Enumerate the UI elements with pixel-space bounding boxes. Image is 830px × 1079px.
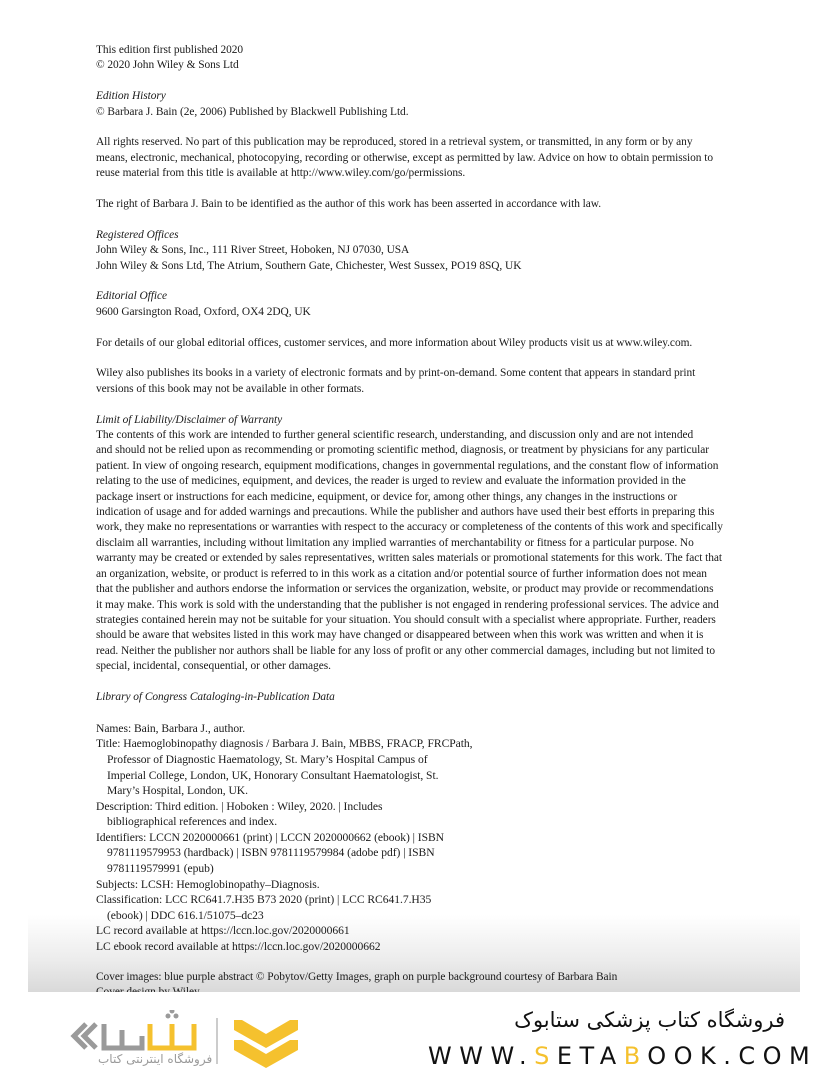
text-line: read. Neither the publisher nor authors shall be liable for any loss of profit or any other commercial damages, including but not limited to	[96, 644, 716, 657]
text-line: special, incidental, consequential, or other damages.	[96, 660, 331, 673]
registered-offices	[96, 228, 786, 274]
text-line: patient. In view of ongoing research, equipment modifications, changes in governmental regulations, and the constant flow of information	[96, 459, 719, 472]
text-line: The contents of this work are intended to further general scientific research, understanding, and discussion only and are not intended	[96, 429, 694, 442]
text-line: means, electronic, mechanical, photocopying, recording or otherwise, except as permitted by law. Advice on how to obtain permission to	[96, 151, 713, 164]
logo-tagline: فروشگاه اینترنتی کتاب	[98, 1052, 213, 1066]
shop-url[interactable]	[428, 1042, 817, 1070]
text-line: should be aware that websites listed in this work may have changed or disappeared between when this work was written and when it is	[96, 629, 704, 642]
text-line: it may make. This work is sold with the understanding that the publisher is not engaged in rendering professional services. The advice and	[96, 598, 719, 611]
text-line: indication of usage and for added warnings and precautions. While the publisher and authors have used their best efforts in preparing this	[96, 506, 715, 519]
section-heading: Limit of Liability/Disclaimer of Warranty	[96, 413, 283, 426]
cip-data	[96, 721, 786, 955]
moral-right	[96, 197, 786, 212]
url-part: ETA	[556, 1042, 624, 1070]
rights-reserved	[96, 135, 786, 181]
text-line: disclaim all warranties, including without limitation any implied warranties of merchantability or fitness for a particular purpose. No	[96, 536, 694, 549]
cip-line: Imperial College, London, UK, Honorary Consultant Haematologist, St.	[107, 768, 439, 782]
copyright-notice	[96, 43, 786, 74]
section-heading: Editorial Office	[96, 290, 168, 303]
text-line: that the publisher and authors endorse the information or services the organization, website, or product may provide or recommendations	[96, 583, 714, 596]
document-page	[28, 0, 800, 992]
text-line: strategies contained herein may not be suitable for your situation. You should consult with a specialist where appropriate. Further, readers	[96, 613, 716, 626]
section-heading: Library of Congress Cataloging-in-Publication Data	[96, 690, 335, 703]
cip-line: Subjects: LCSH: Hemoglobinopathy–Diagnosis.	[96, 877, 320, 891]
cip-line: 9781119579991 (epub)	[107, 862, 214, 876]
formats-notice	[96, 366, 786, 397]
url-part-accent: B	[623, 1042, 648, 1070]
cip-line: Classification: LCC RC641.7.H35 B73 2020 (print) | LCC RC641.7.H35	[96, 893, 432, 907]
global-offices	[96, 336, 786, 351]
text-line: Wiley also publishes its books in a variety of electronic formats and by print-on-demand. Some content that appears in standard print	[96, 367, 696, 380]
text-line: and should not be relied upon as recommending or promoting scientific method, diagnosis, or treatment by physicians for any particular	[96, 444, 709, 457]
text-line: 9600 Garsington Road, Oxford, OX4 2DQ, UK	[96, 305, 311, 318]
text-line: All rights reserved. No part of this publication may be reproduced, stored in a retrieval system, or transmitted, in any form or by any	[96, 136, 693, 149]
disclaimer	[96, 413, 786, 675]
text-line: package insert or instructions for each medicine, equipment, or device for, among other things, any changes in the instructions or	[96, 490, 678, 503]
cip-line: Names: Bain, Barbara J., author.	[96, 721, 246, 735]
text-line: an organization, website, or product is referred to in this work as a citation and/or potential source of further information does not mean	[96, 567, 707, 580]
cip-line: Professor of Diagnostic Haematology, St. Mary’s Hospital Campus of	[107, 752, 428, 766]
cip-line: Identifiers: LCCN 2020000661 (print) | LCCN 2020000662 (ebook) | ISBN	[96, 830, 445, 844]
text-line: relating to the use of medicines, equipment, and devices, the reader is urged to review and evaluate the information provided in the	[96, 475, 686, 488]
text-line: warranty may be created or extended by sales representatives, written sales materials or promotional statements for this work. The fact that	[96, 552, 723, 565]
shop-name-persian: فروشگاه کتاب پزشکی ستابوک	[514, 1008, 785, 1032]
cip-line: (ebook) | DDC 616.1/51075–dc23	[107, 908, 264, 922]
url-part: WWW.	[428, 1042, 535, 1070]
section-heading: Edition History	[96, 90, 166, 103]
url-part: OOK.COM	[647, 1042, 818, 1070]
copyright-page-content	[96, 43, 786, 1047]
text-line: For details of our global editorial offices, customer services, and more information about Wiley products visit us at www.wiley.com.	[96, 336, 693, 349]
text-line: reuse material from this title is available at http://www.wiley.com/go/permissions.	[96, 167, 466, 180]
cip-line: Title: Haemoglobinopathy diagnosis / Barbara J. Bain, MBBS, FRACP, FRCPath,	[96, 737, 473, 751]
cip-heading-block	[96, 690, 786, 705]
editorial-office	[96, 289, 786, 320]
cip-line: LC record available at https://lccn.loc.gov/2020000661	[96, 924, 350, 938]
setabook-logo[interactable]	[64, 1010, 334, 1070]
text-line: John Wiley & Sons Ltd, The Atrium, Southern Gate, Chichester, West Sussex, PO19 8SQ, UK	[96, 259, 522, 272]
text-line: © 2020 John Wiley & Sons Ltd	[96, 59, 239, 72]
edition-history	[96, 89, 786, 120]
url-part-accent: S	[534, 1042, 557, 1070]
text-line: This edition first published 2020	[96, 44, 244, 56]
cip-line: Description: Third edition. | Hoboken : Wiley, 2020. | Includes	[96, 799, 383, 813]
text-line: © Barbara J. Bain (2e, 2006) Published by Blackwell Publishing Ltd.	[96, 105, 409, 118]
text-line: Cover images: blue purple abstract © Pobytov/Getty Images, graph on purple background courtesy of Barbara Bain	[96, 971, 618, 984]
text-line: versions of this book may not be available in other formats.	[96, 382, 365, 395]
cip-line: 9781119579953 (hardback) | ISBN 9781119579984 (adobe pdf) | ISBN	[107, 846, 435, 860]
text-line: The right of Barbara J. Bain to be identified as the author of this work has been asserted in accordance with law.	[96, 198, 602, 211]
cip-line: LC ebook record available at https://lccn.loc.gov/2020000662	[96, 940, 381, 954]
cip-line: Mary’s Hospital, London, UK.	[107, 784, 248, 798]
text-line: work, they make no representations or warranties with respect to the accuracy or completeness of the contents of this work and specifically	[96, 521, 723, 534]
cip-line: bibliographical references and index.	[107, 815, 278, 829]
section-heading: Registered Offices	[96, 228, 179, 241]
text-line: John Wiley & Sons, Inc., 111 River Street, Hoboken, NJ 07030, USA	[96, 244, 410, 257]
